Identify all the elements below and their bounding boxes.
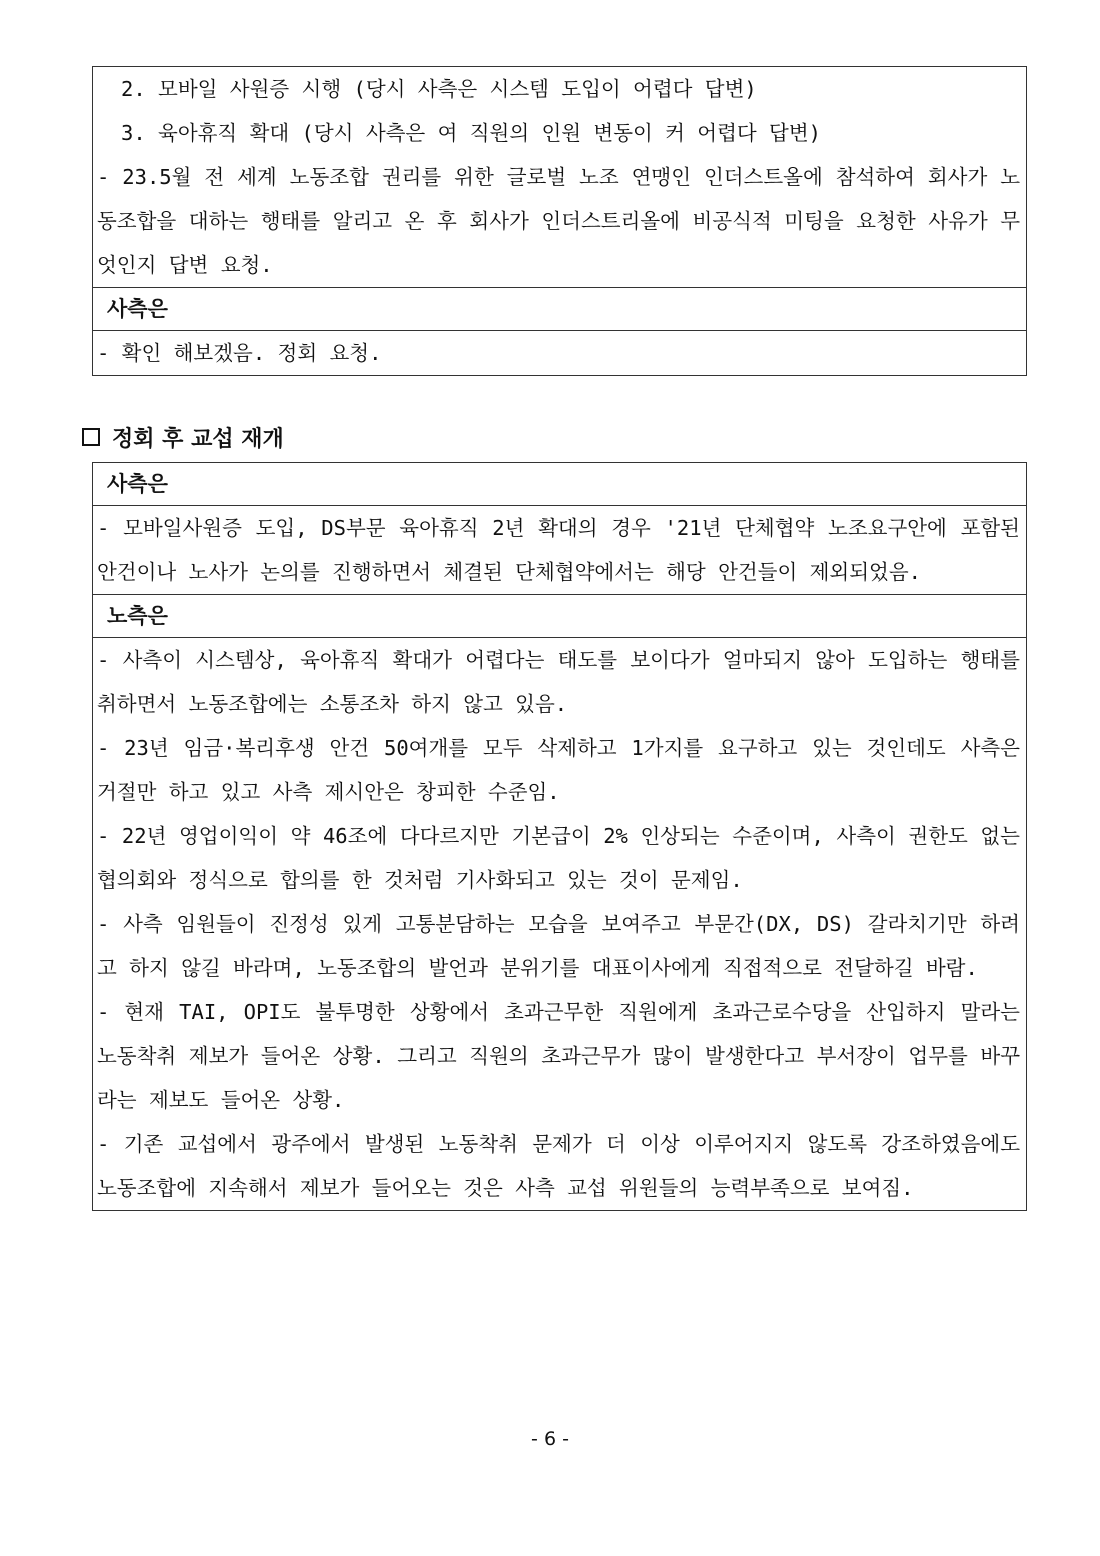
company-header-2: 사측은 [107,472,168,496]
union-item: - 사측이 시스템상, 육아휴직 확대가 어렵다는 태도를 보이다가 얼마되지 않아 도입하는 행태를 취하면서 노동조합에는 소통조차 하지 않고 있음. [97,648,1020,716]
union-header: 노측은 [107,604,168,628]
resumed-negotiation-table [92,462,1027,1211]
square-bullet-icon [82,428,100,446]
company-reply: - 확인 해보겠음. 정회 요청. [97,341,382,365]
request-item-3: 3. 육아휴직 확대 (당시 사측은 여 직원의 인원 변동이 커 어렵다 답변) [121,121,822,145]
company-header-row [93,287,1026,330]
union-item: - 23년 임금·복리후생 안건 50여개를 모두 삭제하고 1가지를 요구하고 있는 것인데도 사측은 거절만 하고 있고 사측 제시안은 창피한 수준임. [97,736,1020,804]
union-header-row [93,594,1026,637]
company-header-row-2 [93,463,1026,505]
union-item: - 22년 영업이익이 약 46조에 다다르지만 기본급이 2% 인상되는 수준이며, 사측이 권한도 없는 협의회와 정식으로 합의를 한 것처럼 기사화되고 있는 것이 문제임. [97,824,1020,892]
union-item: - 기존 교섭에서 광주에서 발생된 노동착취 문제가 더 이상 이루어지지 않도록 강조하였음에도 노동조합에 지속해서 제보가 들어오는 것은 사측 교섭 위원들의 능력부족으로 보여짐. [97,1132,1020,1200]
union-item: - 사측 임원들이 진정성 있게 고통분담하는 모습을 보여주고 부문간(DX, DS) 갈라치기만 하려고 하지 않길 바라며, 노동조합의 발언과 분위기를 대표이사에게 직접적으로 전달하길 바람. [97,912,1020,980]
company-statement-row [93,505,1026,594]
industriall-question: - 23.5월 전 세계 노동조합 권리를 위한 글로벌 노조 연맹인 인더스트올에 참석하여 회사가 노동조합을 대하는 행태를 알리고 온 후 회사가 인더스트리올에 비공식적 미팅을 요청한 사유가 무엇인지 답변 요청. [97,165,1020,277]
union-request-row [93,67,1026,287]
section-title: 정회 후 교섭 재개 [112,426,284,452]
company-statement: - 모바일사원증 도입, DS부문 육아휴직 2년 확대의 경우 '21년 단체협약 노조요구안에 포함된 안건이나 노사가 논의를 진행하면서 체결된 단체협약에서는 해당 안건들이 제외되었음. [97,516,1020,584]
request-item-2: 2. 모바일 사원증 시행 (당시 사측은 시스템 도입이 어렵다 답변) [121,77,757,101]
union-statements-row [93,637,1026,1210]
union-item: - 현재 TAI, OPI도 불투명한 상황에서 초과근무한 직원에게 초과근로수당을 산입하지 말라는 노동착취 제보가 들어온 상황. 그리고 직원의 초과근무가 많이 발생한다고 부서장이 업무를 바꾸라는 제보도 들어온 상황. [97,1000,1020,1112]
section-heading [82,420,284,454]
page-number: - 6 - [531,1428,569,1450]
company-header: 사측은 [107,297,168,321]
company-reply-row [93,330,1026,375]
previous-discussion-table [92,66,1027,376]
